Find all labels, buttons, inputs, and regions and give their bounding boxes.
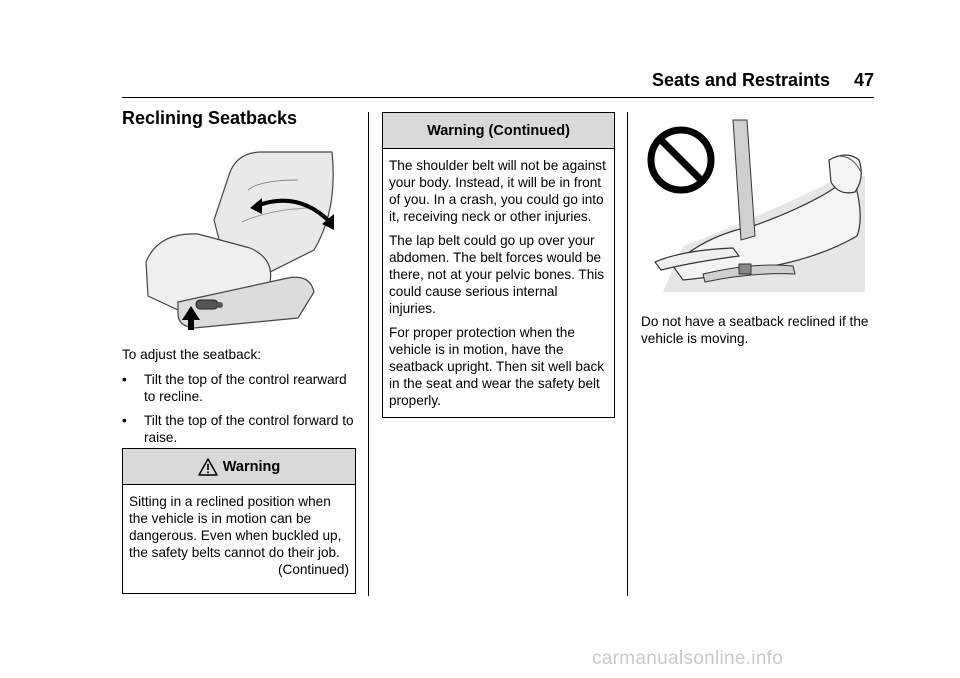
page-header [652, 70, 874, 94]
continued-label: (Continued) [277, 562, 349, 577]
seat-illustration [138, 150, 338, 330]
warning-header [383, 113, 614, 149]
warning-continued-box [382, 112, 615, 418]
warning-header [123, 449, 355, 485]
warning-title: Warning (Continued) [427, 122, 570, 139]
section-title: Seats and Restraints [652, 70, 831, 90]
page-number: 47 [853, 70, 874, 90]
column-divider-2 [627, 112, 628, 596]
warning-paragraph: For proper protection when the vehicle is in motion, have the seatback upright. Then sit well back in the seat and wear the safety belt properly. [389, 325, 605, 408]
instructions [122, 346, 354, 453]
warning-body [383, 149, 614, 415]
reclined-passenger-illustration [643, 116, 865, 292]
no-sign-icon [651, 130, 711, 190]
warning-title: Warning [222, 458, 281, 475]
intro-text: To adjust the seatback: [122, 347, 262, 362]
bullet-item: • Tilt the top of the control rearward to recline. [122, 372, 347, 404]
shoulder-belt [733, 120, 755, 240]
caption-text: Do not have a seatback reclined if the vehicle is moving. [641, 314, 869, 346]
column-1 [122, 108, 354, 129]
warning-triangle-icon [198, 458, 218, 476]
footer-watermark: carmanualsonline.info [592, 648, 784, 669]
bullet-item: • Tilt the top of the control forward to raise. [122, 413, 354, 445]
warning-body: Sitting in a reclined position when the vehicle is in motion can be dangerous. Even when buckled up, the safety belts cannot do their job. (Continued) [129, 494, 349, 577]
column-divider-1 [368, 112, 369, 596]
header-rule [122, 97, 874, 98]
warning-paragraph: The lap belt could go up over your abdomen. The belt forces would be there, not at your pelvic bones. This could cause serious internal injuries. [389, 233, 605, 316]
section-heading: Reclining Seatbacks [122, 108, 298, 128]
warning-box [122, 448, 356, 594]
seat-control [196, 300, 218, 309]
bullet-list [122, 371, 354, 446]
warning-paragraph: The shoulder belt will not be against your body. Instead, it will be in front of you. In a crash, you could go into it, receiving neck or other injuries. [389, 158, 606, 224]
